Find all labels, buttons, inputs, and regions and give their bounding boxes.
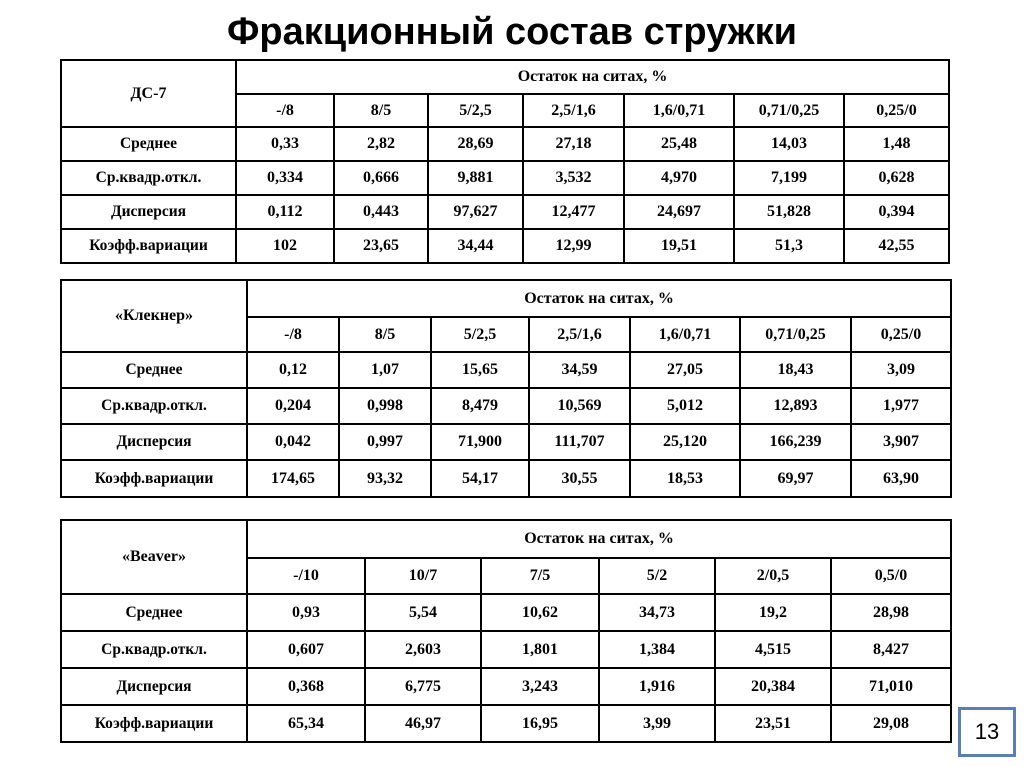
table-cell: 30,55 — [529, 460, 630, 497]
column-header: 0,71/0,25 — [734, 94, 844, 127]
table-header: Остаток на ситах, % — [247, 280, 951, 317]
table-name: «Клекнер» — [61, 280, 247, 352]
column-header: 5/2,5 — [428, 94, 523, 127]
table-cell: 0,607 — [247, 631, 365, 668]
table-cell: 5,012 — [630, 388, 740, 424]
row-label: Среднее — [61, 352, 247, 388]
table-cell: 10,569 — [529, 388, 630, 424]
column-header: 2,5/1,6 — [523, 94, 624, 127]
table-cell: 15,65 — [431, 352, 529, 388]
table-cell: 3,99 — [599, 705, 715, 742]
table-cell: 54,17 — [431, 460, 529, 497]
table-cell: 166,239 — [740, 424, 851, 460]
table-cell: 29,08 — [831, 705, 951, 742]
table-row — [61, 424, 951, 460]
table-cell: 25,120 — [630, 424, 740, 460]
column-header: 0,5/0 — [831, 558, 951, 594]
row-label: Коэфф.вариации — [61, 705, 247, 742]
table-cell: 71,010 — [831, 668, 951, 705]
table-cell: 34,59 — [529, 352, 630, 388]
table-row — [61, 388, 951, 424]
column-header: 2,5/1,6 — [529, 317, 630, 352]
table-cell: 19,2 — [715, 594, 831, 631]
table-cell: 18,53 — [630, 460, 740, 497]
table-cell: 0,33 — [236, 127, 334, 161]
column-header: 0,71/0,25 — [740, 317, 851, 352]
table-cell: 3,09 — [851, 352, 951, 388]
table-name: ДС-7 — [61, 60, 236, 127]
table-cell: 0,12 — [247, 352, 339, 388]
table-row — [61, 594, 951, 631]
table-cell: 69,97 — [740, 460, 851, 497]
table-cell: 28,69 — [428, 127, 523, 161]
table-cell: 19,51 — [624, 229, 734, 263]
table-ds7 — [60, 59, 950, 264]
table-row — [61, 668, 951, 705]
table-name: «Beaver» — [61, 520, 247, 594]
table-row — [61, 195, 949, 229]
table-cell: 8,479 — [431, 388, 529, 424]
table-cell: 111,707 — [529, 424, 630, 460]
table-cell: 97,627 — [428, 195, 523, 229]
row-label: Дисперсия — [61, 195, 236, 229]
table-cell: 51,828 — [734, 195, 844, 229]
table-row — [61, 631, 951, 668]
table-row — [61, 161, 949, 195]
table-cell: 12,477 — [523, 195, 624, 229]
table-cell: 9,881 — [428, 161, 523, 195]
table-cell: 25,48 — [624, 127, 734, 161]
table-cell: 0,628 — [844, 161, 949, 195]
table-cell: 46,97 — [365, 705, 481, 742]
column-header: 1,6/0,71 — [630, 317, 740, 352]
table-cell: 0,443 — [334, 195, 428, 229]
table-cell: 1,384 — [599, 631, 715, 668]
column-header: 1,6/0,71 — [624, 94, 734, 127]
table-cell: 51,3 — [734, 229, 844, 263]
table-cell: 0,368 — [247, 668, 365, 705]
row-label: Дисперсия — [61, 668, 247, 705]
row-label: Среднее — [61, 594, 247, 631]
column-header: 8/5 — [339, 317, 431, 352]
table-cell: 0,334 — [236, 161, 334, 195]
table-cell: 7,199 — [734, 161, 844, 195]
table-cell: 20,384 — [715, 668, 831, 705]
table-cell: 0,93 — [247, 594, 365, 631]
table-row — [61, 229, 949, 263]
column-header: 8/5 — [334, 94, 428, 127]
column-header: 0,25/0 — [851, 317, 951, 352]
column-header: -/8 — [247, 317, 339, 352]
table-cell: 18,43 — [740, 352, 851, 388]
table-cell: 27,05 — [630, 352, 740, 388]
table-cell: 3,243 — [481, 668, 599, 705]
table-klekner — [60, 279, 952, 498]
row-label: Ср.квадр.откл. — [61, 631, 247, 668]
column-header: 5/2 — [599, 558, 715, 594]
table-cell: 16,95 — [481, 705, 599, 742]
table-cell: 102 — [236, 229, 334, 263]
row-label: Дисперсия — [61, 424, 247, 460]
page-title: Фракционный состав стружки — [226, 11, 798, 53]
row-label: Ср.квадр.откл. — [61, 161, 236, 195]
column-header: -/8 — [236, 94, 334, 127]
table-cell: 42,55 — [844, 229, 949, 263]
table-cell: 6,775 — [365, 668, 481, 705]
table-cell: 0,666 — [334, 161, 428, 195]
table-cell: 28,98 — [831, 594, 951, 631]
table-row — [61, 127, 949, 161]
table-cell: 1,977 — [851, 388, 951, 424]
table-cell: 0,042 — [247, 424, 339, 460]
column-header: 10/7 — [365, 558, 481, 594]
column-header: 0,25/0 — [844, 94, 949, 127]
table-cell: 5,54 — [365, 594, 481, 631]
row-label: Коэфф.вариации — [61, 460, 247, 497]
table-cell: 8,427 — [831, 631, 951, 668]
table-cell: 1,801 — [481, 631, 599, 668]
table-cell: 2,82 — [334, 127, 428, 161]
table-row — [61, 705, 951, 742]
table-row — [61, 460, 951, 497]
table-beaver — [60, 519, 952, 743]
table-cell: 63,90 — [851, 460, 951, 497]
table-cell: 23,51 — [715, 705, 831, 742]
table-cell: 14,03 — [734, 127, 844, 161]
table-cell: 3,532 — [523, 161, 624, 195]
table-cell: 0,394 — [844, 195, 949, 229]
table-cell: 12,893 — [740, 388, 851, 424]
table-cell: 1,916 — [599, 668, 715, 705]
table-cell: 3,907 — [851, 424, 951, 460]
table-cell: 12,99 — [523, 229, 624, 263]
table-cell: 27,18 — [523, 127, 624, 161]
row-label: Коэфф.вариации — [61, 229, 236, 263]
table-header: Остаток на ситах, % — [236, 60, 949, 94]
table-cell: 0,204 — [247, 388, 339, 424]
table-cell: 2,603 — [365, 631, 481, 668]
table-cell: 10,62 — [481, 594, 599, 631]
table-cell: 34,73 — [599, 594, 715, 631]
table-cell: 65,34 — [247, 705, 365, 742]
table-cell: 174,65 — [247, 460, 339, 497]
slide-number: 13 — [958, 707, 1016, 757]
row-label: Среднее — [61, 127, 236, 161]
column-header: -/10 — [247, 558, 365, 594]
table-cell: 4,515 — [715, 631, 831, 668]
table-cell: 23,65 — [334, 229, 428, 263]
column-header: 7/5 — [481, 558, 599, 594]
table-cell: 0,997 — [339, 424, 431, 460]
table-cell: 71,900 — [431, 424, 529, 460]
table-cell: 1,48 — [844, 127, 949, 161]
row-label: Ср.квадр.откл. — [61, 388, 247, 424]
table-cell: 24,697 — [624, 195, 734, 229]
table-row — [61, 352, 951, 388]
table-cell: 0,112 — [236, 195, 334, 229]
table-cell: 34,44 — [428, 229, 523, 263]
column-header: 2/0,5 — [715, 558, 831, 594]
table-cell: 93,32 — [339, 460, 431, 497]
column-header: 5/2,5 — [431, 317, 529, 352]
table-cell: 0,998 — [339, 388, 431, 424]
table-cell: 1,07 — [339, 352, 431, 388]
table-header: Остаток на ситах, % — [247, 520, 951, 558]
table-cell: 4,970 — [624, 161, 734, 195]
